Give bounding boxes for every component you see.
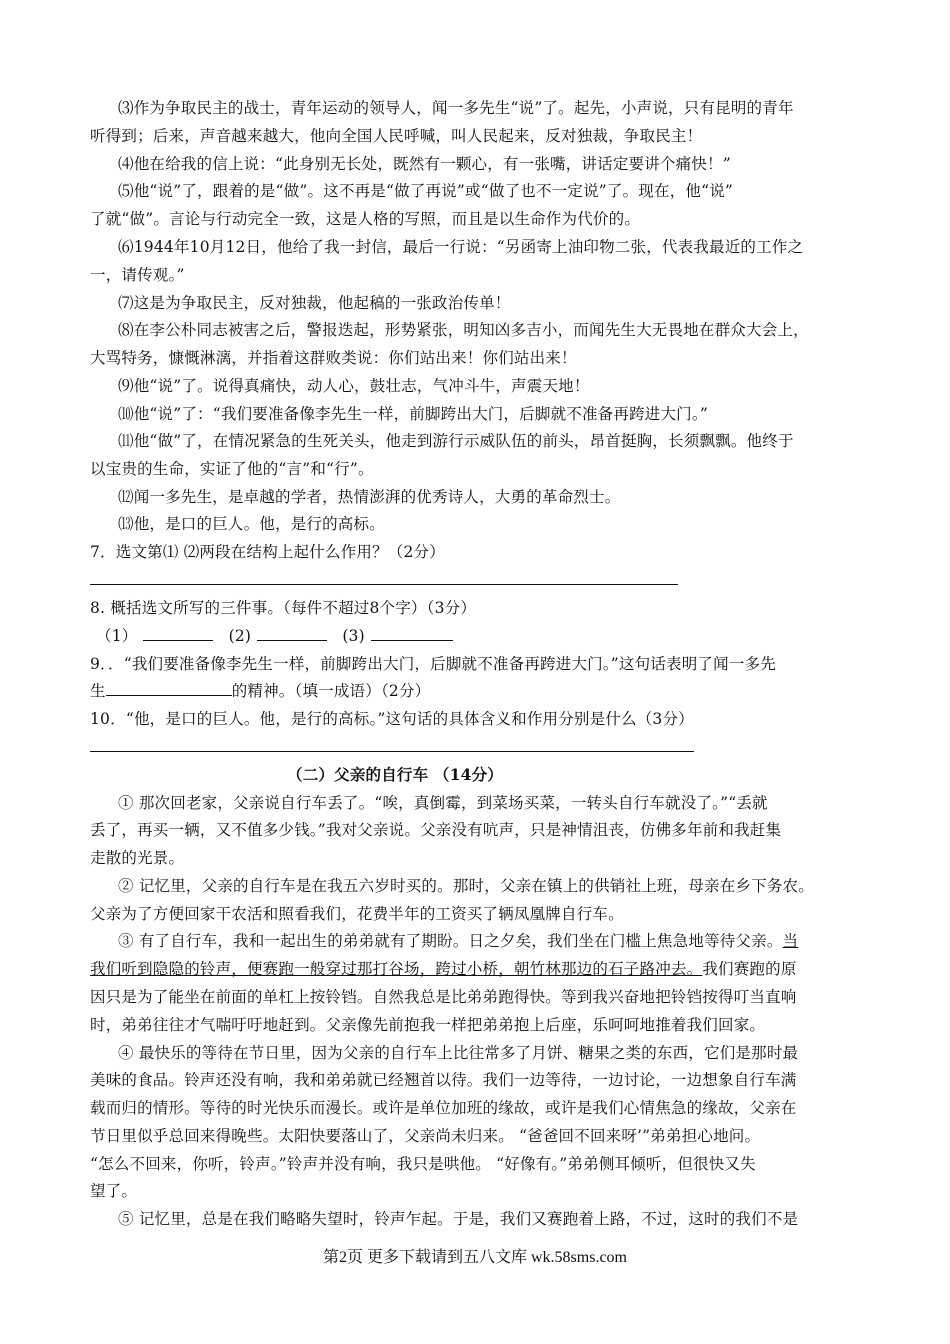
blank-label-2: (2) [228, 627, 252, 645]
blank-label-1: （1） [96, 627, 138, 645]
para-line: 载而归的情形。等待的时光快乐而漫长。或许是单位加班的缘故，或许是我们心情焦急的缘故，父亲在 [90, 1099, 797, 1117]
p3-text: 我们赛跑的原 [702, 960, 797, 978]
q9-suffix: 的精神。（填一成语）（2分） [231, 682, 431, 700]
para-line: ② 记忆里，父亲的自行车是在我五六岁时买的。那时，父亲在镇上的供销社上班，母亲在乡下务农。 [118, 877, 814, 895]
passage1-line: ⑼他“说”了。说得真痛快，动人心，鼓壮志，气冲斗牛，声震天地！ [118, 377, 590, 395]
passage1-line: ⑹1944年10月12日，他给了我一封信，最后一行说：“另函寄上油印物二张，代表我最近的工作之 [118, 238, 804, 256]
para-line: ④ 最快乐的等待在节日里，因为父亲的自行车上比往常多了月饼、糖果之类的东西，它们是那时最 [118, 1044, 799, 1062]
passage1-line: ⒀他，是口的巨人。他，是行的高标。 [118, 515, 385, 533]
passage1-line: 大骂特务，慷慨淋漓，并指着这群败类说：你们站出来！你们站出来！ [90, 349, 577, 367]
q9-prefix: 生 [90, 682, 106, 700]
blank-label-3: (3) [342, 627, 365, 645]
page-footer: 第2页 更多下载请到五八文库 wk.58sms.com [322, 1249, 627, 1266]
para-line: 时，弟弟往往才气喘吁吁地赶到。父亲像先前抱我一样把弟弟抱上后座，乐呵呵地推着我们回家。 [90, 1016, 766, 1034]
answer-line-10[interactable] [90, 751, 694, 752]
passage1-line: ⑺这是为争取民主，反对独裁，他起稿的一张政治传单！ [118, 294, 511, 312]
question-9: 9．．“我们要准备像李先生一样，前脚跨出大门，后脚就不准备再跨进大门。”这句话表明了闻一多先 [90, 655, 776, 673]
para-line: “怎么不回来，你听，铃声。”铃声并没有响，我只是哄他。 “好像有。”弟弟侧耳倾听，但很快又失 [90, 1155, 756, 1173]
passage1-line: ⑾他“做”了，在情况紧急的生死关头，他走到游行示威队伍的前头，昂首挺胸，长须飘飘。他终于 [118, 432, 794, 450]
para-line: 父亲为了方便回家干农活和照看我们，花费半年的工资买了辆凤凰牌自行车。 [90, 905, 624, 923]
question-8: 8. 概括选文所写的三件事。（每件不超过8个字）（3分） [90, 599, 477, 617]
passage1-line: 了就“做”。言论与行动完全一致，这是人格的写照，而且是以生命作为代价的。 [90, 210, 641, 228]
para-line: 走散的光景。 [90, 849, 185, 867]
para-line: 丢了，再买一辆，又不值多少钱。”我对父亲说。父亲没有吭声，只是神情沮丧，仿佛多年前和我赶集 [90, 821, 782, 839]
para-line: ① 那次回老家，父亲说自行车丢了。“唉，真倒霉，到菜场买菜，一转头自行车就没了。”“丢就 [118, 794, 768, 812]
answer-blank-3[interactable] [371, 626, 453, 641]
passage1-line: 以宝贵的生命，实证了他的“言”和“行”。 [90, 460, 374, 478]
answer-line-7[interactable] [90, 584, 678, 585]
passage1-line: ⑽他“说”了：“我们要准备像李先生一样，前脚跨出大门，后脚就不准备再跨进大门。” [118, 405, 708, 423]
para-line [118, 931, 870, 951]
para-line: 美味的食品。铃声还没有响，我和弟弟就已经翘首以待。我们一边等待，一边讨论，一边想象自行车满 [90, 1071, 797, 1089]
passage1-line: ⑻在李公朴同志被害之后，警报迭起，形势紧张，明知凶多吉小，而闻先生大无畏地在群众大会上， [118, 321, 809, 339]
answer-blank-9[interactable] [106, 681, 232, 696]
answer-blank-2[interactable] [257, 626, 327, 641]
passage1-line: ⑷他在给我的信上说：“此身别无长处，既然有一颗心，有一张嘴，讲话定要讲个痛快！” [118, 155, 731, 173]
answer-blank-1[interactable] [143, 626, 213, 641]
para-line: ⑤ 记忆里，总是在我们略略失望时，铃声乍起。于是，我们又赛跑着上路，不过，这时的我们不是 [118, 1210, 799, 1228]
para-line: 望了。 [90, 1182, 138, 1200]
passage1-line: 一，请传观。” [90, 266, 185, 284]
para-line: 因只是为了能坐在前面的单杠上按铃铛。自然我总是比弟弟跑得快。等到我兴奋地把铃铛按得叮当直响 [90, 988, 797, 1006]
question-8-blanks [96, 626, 876, 646]
question-7: 7．选文第⑴ ⑵两段在结构上起什么作用？（2分） [90, 543, 445, 561]
question-10: 10．“他，是口的巨人。他，是行的高标。”这句话的具体含义和作用分别是什么（3分） [90, 710, 694, 728]
para-line: 节日里似乎总回来得晚些。太阳快要落山了，父亲尚未归来。 “爸爸回不回来呀’”弟弟担心地问。 [90, 1127, 761, 1145]
passage1-line: ⑸他“说”了，跟着的是“做”。这不再是“做了再说”或“做了也不一定说”了。现在，他“说” [118, 182, 734, 200]
passage1-line: ⑶作为争取民主的战士，青年运动的领导人，闻一多先生“说”了。起先，小声说，只有昆明的青年 [118, 99, 794, 117]
section-title: （二）父亲的自行车 （14分） [287, 765, 503, 784]
p3-text: ③ 有了自行车，我和一起出生的弟弟就有了期盼。日之夕矣，我们坐在门槛上焦急地等待父亲。 [118, 932, 783, 950]
passage1-line: ⑿闻一多先生，是卓越的学者，热情澎湃的优秀诗人，大勇的革命烈士。 [118, 488, 621, 506]
p3-underlined: 当 [782, 932, 799, 950]
p3-underlined: 我们听到隐隐的铃声，便赛跑一般穿过那打谷场，跨过小桥，朝竹林那边的石子路冲去。 [90, 960, 703, 978]
para-line [90, 959, 870, 979]
passage1-line: 听得到；后来，声音越来越大，他向全国人民呼喊，叫人民起来，反对独裁，争取民主！ [90, 127, 703, 145]
question-9-cont [90, 681, 870, 701]
